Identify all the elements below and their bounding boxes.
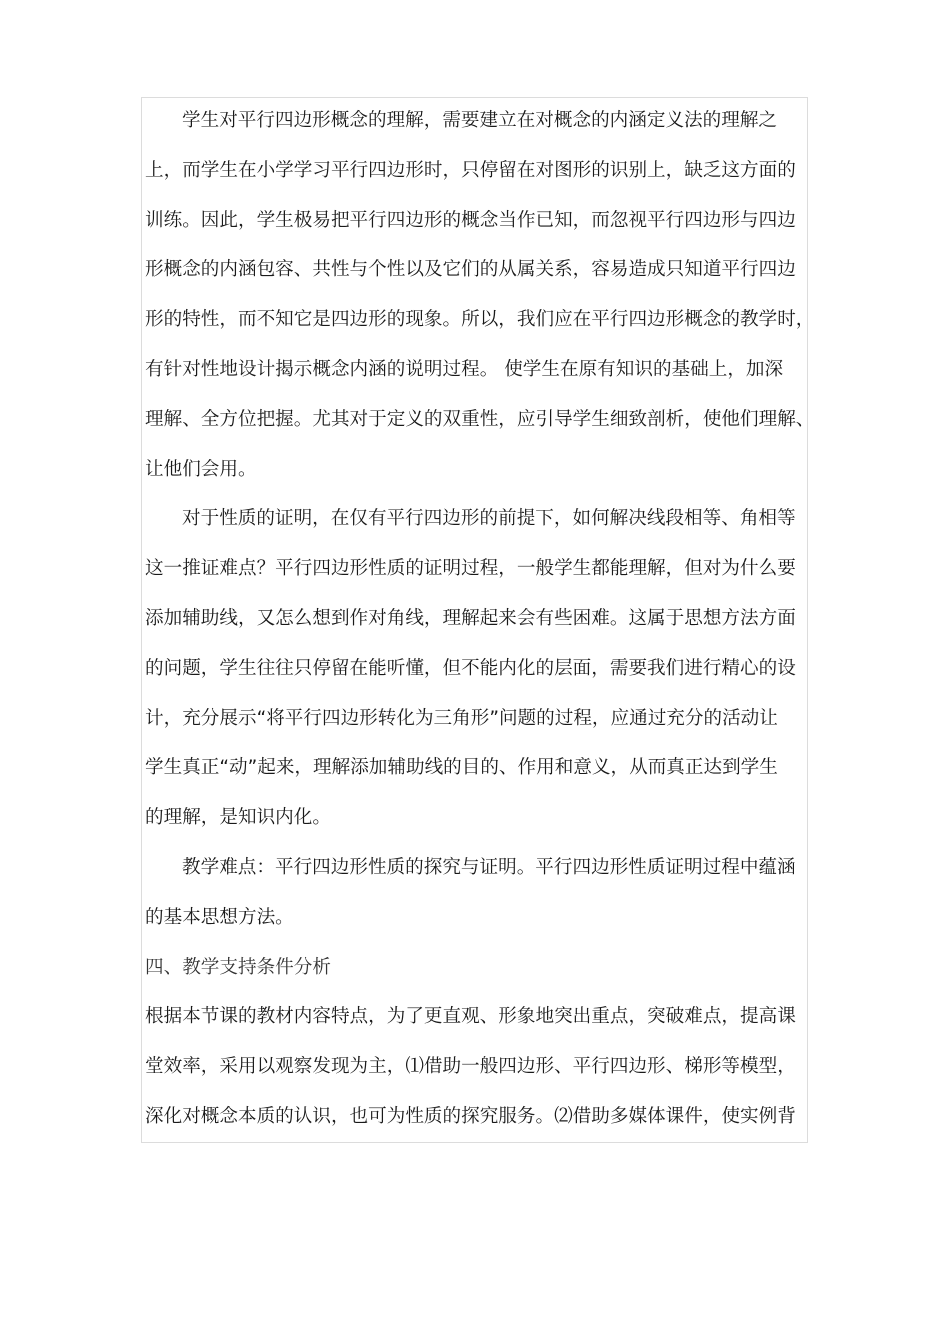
document-body xyxy=(145,96,817,1142)
paragraph-line: 上，而学生在小学学习平行四边形时，只停留在对图形的识别上，缺乏这方面的 xyxy=(145,159,796,181)
section-heading: 四、教学支持条件分析 xyxy=(145,956,331,978)
paragraph-line: 形的特性，而不知它是四边形的现象。所以，我们应在平行四边形概念的教学时， xyxy=(145,309,815,331)
paragraph-line: 训练。因此，学生极易把平行四边形的概念当作已知，而忽视平行四边形与四边 xyxy=(145,209,796,231)
paragraph-line: 学生真正“动”起来，理解添加辅助线的目的、作用和意义，从而真正达到学生 xyxy=(145,757,778,779)
paragraph-line: 堂效率，采用以观察发现为主，⑴借助一般四边形、平行四边形、梯形等模型， xyxy=(145,1056,796,1078)
paragraph-line: 教学难点：平行四边形性质的探究与证明。平行四边形性质证明过程中蕴涵 xyxy=(182,856,796,878)
paragraph-line: 深化对概念本质的认识，也可为性质的探究服务。⑵借助多媒体课件，使实例背 xyxy=(145,1105,796,1127)
paragraph-line: 形概念的内涵包容、共性与个性以及它们的从属关系，容易造成只知道平行四边 xyxy=(145,259,796,281)
paragraph-line: 的问题，学生往往只停留在能听懂，但不能内化的层面，需要我们进行精心的设 xyxy=(145,657,796,679)
paragraph-line: 对于性质的证明，在仅有平行四边形的前提下，如何解决线段相等、角相等 xyxy=(182,508,796,530)
paragraph-line: 的理解，是知识内化。 xyxy=(145,807,331,829)
paragraph-line: 根据本节课的教材内容特点，为了更直观、形象地突出重点，突破难点，提高课 xyxy=(145,1006,796,1028)
paragraph-line: 让他们会用。 xyxy=(145,458,257,480)
paragraph-line: 理解、全方位把握。尤其对于定义的双重性，应引导学生细致剖析，使他们理解、 xyxy=(145,408,815,430)
paragraph-line: 添加辅助线，又怎么想到作对角线，理解起来会有些困难。这属于思想方法方面 xyxy=(145,607,796,629)
paragraph-line: 的基本思想方法。 xyxy=(145,906,294,928)
paragraph-line: 计，充分展示“将平行四边形转化为三角形”问题的过程，应通过充分的活动让 xyxy=(145,707,778,729)
paragraph-line: 这一推证难点？平行四边形性质的证明过程，一般学生都能理解，但对为什么要 xyxy=(145,558,796,580)
paragraph-line: 有针对性地设计揭示概念内涵的说明过程。 使学生在原有知识的基础上，加深 xyxy=(145,358,784,380)
paragraph-line: 学生对平行四边形概念的理解，需要建立在对概念的内涵定义法的理解之 xyxy=(182,110,778,131)
